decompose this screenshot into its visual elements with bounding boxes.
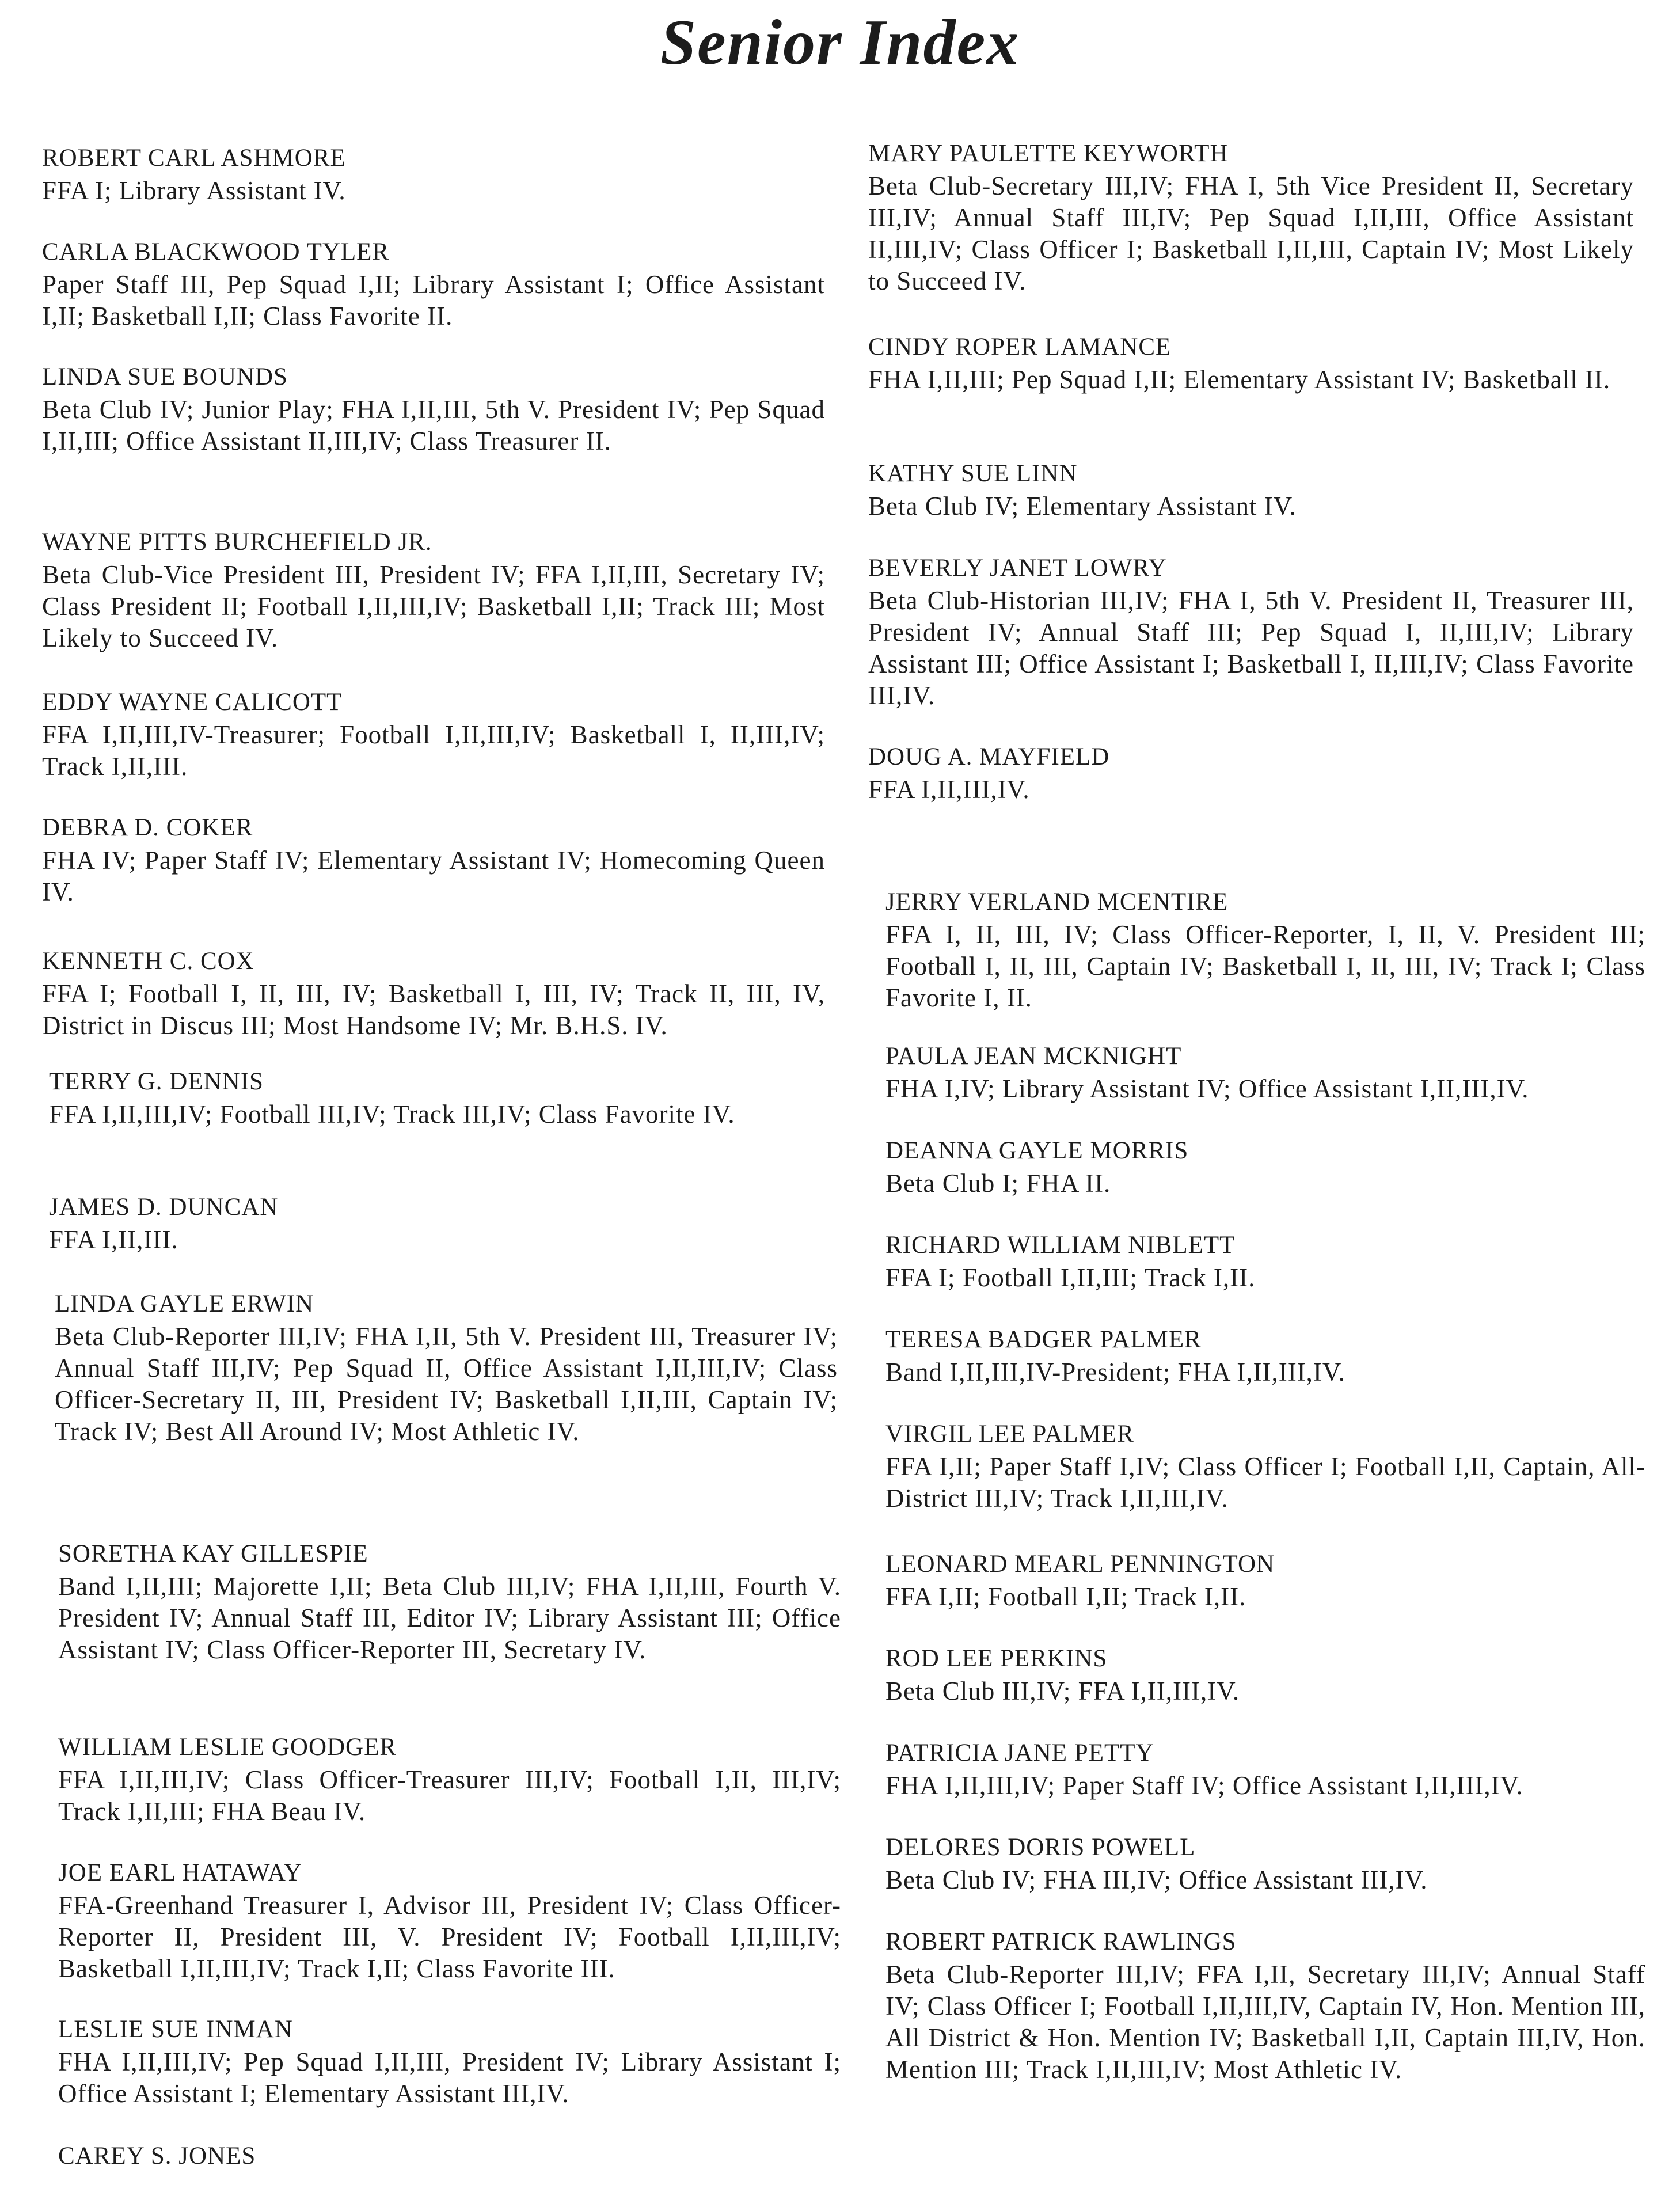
senior-entry xyxy=(49,1192,832,1256)
student-activities: Beta Club IV; Elementary Assistant IV. xyxy=(868,492,1297,521)
student-activities: FHA I,II,III; Pep Squad I,II; Elementary Assistant IV; Basketball II. xyxy=(868,365,1611,394)
student-name: DOUG A. MAYFIELD xyxy=(868,743,1110,770)
senior-entry xyxy=(58,1732,841,1828)
student-activities: FFA I,II,III,IV. xyxy=(868,775,1030,804)
student-activities: FFA I,II,III,IV-Treasurer; Football I,II,III,IV; Basketball I, II,III,IV; Track I,II,III. xyxy=(42,720,825,781)
student-name: KENNETH C. COX xyxy=(42,948,254,975)
student-name: WAYNE PITTS BURCHEFIELD JR. xyxy=(42,529,432,556)
student-name: EDDY WAYNE CALICOTT xyxy=(42,689,343,716)
student-activities: Band I,II,III; Majorette I,II; Beta Club III,IV; FHA I,II,III, Fourth V. President IV; Annual Staff III, Editor IV; Library Assistant III; Office Assistant IV; Class Officer-Reporter III, Secretary IV. xyxy=(58,1572,841,1664)
student-activities: Band I,II,III,IV-President; FHA I,II,III,IV. xyxy=(885,1358,1345,1386)
student-name: KATHY SUE LINN xyxy=(868,460,1078,487)
senior-entry xyxy=(868,138,1634,297)
student-activities: Beta Club I; FHA II. xyxy=(885,1169,1111,1198)
student-name: RICHARD WILLIAM NIBLETT xyxy=(885,1232,1236,1259)
senior-entry xyxy=(42,237,825,332)
student-activities: FHA I,II,III,IV; Pep Squad I,II,III, President IV; Library Assistant I; Office Assistant I; Elementary Assistant III,IV. xyxy=(58,2047,841,2108)
student-activities: FFA-Greenhand Treasurer I, Advisor III, President IV; Class Officer-Reporter II, President III, V. President IV; Football I,II,III,IV; Basketball I,II,III,IV; Track I,II; Class Favorite III. xyxy=(58,1891,841,1983)
senior-entry xyxy=(42,527,825,654)
senior-entry xyxy=(885,1419,1645,1514)
student-name: ROBERT CARL ASHMORE xyxy=(42,145,346,172)
student-name: MARY PAULETTE KEYWORTH xyxy=(868,140,1229,167)
student-activities: FFA I,II,III. xyxy=(49,1225,178,1254)
student-activities: FFA I,II,III,IV; Football III,IV; Track III,IV; Class Favorite IV. xyxy=(49,1100,735,1129)
student-name: DELORES DORIS POWELL xyxy=(885,1834,1196,1861)
senior-entry xyxy=(42,687,825,782)
student-activities: FFA I,II; Football I,II; Track I,II. xyxy=(885,1582,1246,1611)
senior-entry xyxy=(885,1832,1645,1896)
student-activities: FFA I,II; Paper Staff I,IV; Class Officer I; Football I,II, Captain, All-District III,IV; Track I,II,III,IV. xyxy=(885,1452,1645,1513)
student-activities: Beta Club IV; FHA III,IV; Office Assistant III,IV. xyxy=(885,1866,1428,1894)
senior-entry xyxy=(58,1857,841,1985)
student-activities: FHA I,IV; Library Assistant IV; Office Assistant I,II,III,IV. xyxy=(885,1074,1529,1103)
student-name: DEBRA D. COKER xyxy=(42,814,253,841)
student-name: BEVERLY JANET LOWRY xyxy=(868,554,1167,582)
senior-entry xyxy=(868,332,1634,396)
student-name: CARLA BLACKWOOD TYLER xyxy=(42,238,390,265)
student-name: VIRGIL LEE PALMER xyxy=(885,1420,1134,1448)
student-name: DEANNA GAYLE MORRIS xyxy=(885,1137,1189,1164)
student-name: ROD LEE PERKINS xyxy=(885,1645,1108,1672)
student-name: JERRY VERLAND MCENTIRE xyxy=(885,888,1229,915)
student-activities: FFA I; Football I,II,III; Track I,II. xyxy=(885,1263,1256,1292)
senior-entry xyxy=(885,887,1645,1014)
student-name: TERRY G. DENNIS xyxy=(49,1068,264,1095)
student-name: JOE EARL HATAWAY xyxy=(58,1859,302,1886)
senior-entry xyxy=(885,1230,1645,1294)
student-activities: FFA I; Football I, II, III, IV; Basketball I, III, IV; Track II, III, IV, District in Discus III; Most Handsome IV; Mr. B.H.S. IV. xyxy=(42,979,825,1040)
student-name: JAMES D. DUNCAN xyxy=(49,1194,279,1221)
senior-entry xyxy=(58,2014,841,2110)
student-name: PATRICIA JANE PETTY xyxy=(885,1739,1154,1766)
student-activities: Beta Club-Vice President III, President IV; FFA I,II,III, Secretary IV; Class President II; Football I,II,III,IV; Basketball I,II; Track III; Most Likely to Succeed IV. xyxy=(42,560,825,652)
student-activities: Paper Staff III, Pep Squad I,II; Library Assistant I; Office Assistant I,II; Basketball I,II; Class Favorite II. xyxy=(42,270,825,330)
student-name: PAULA JEAN MCKNIGHT xyxy=(885,1043,1182,1070)
student-activities: Beta Club IV; Junior Play; FHA I,II,III, 5th V. President IV; Pep Squad I,II,III; Office Assistant II,III,IV; Class Treasurer II. xyxy=(42,395,825,455)
senior-entry xyxy=(885,1324,1645,1388)
senior-entry xyxy=(42,143,825,207)
student-activities: FHA I,II,III,IV; Paper Staff IV; Office Assistant I,II,III,IV. xyxy=(885,1771,1523,1800)
senior-entry xyxy=(49,1066,832,1130)
student-activities: Beta Club III,IV; FFA I,II,III,IV. xyxy=(885,1677,1240,1705)
senior-entry xyxy=(58,2141,841,2172)
student-name: LINDA GAYLE ERWIN xyxy=(55,1290,314,1317)
senior-entry xyxy=(868,742,1634,806)
senior-entry xyxy=(55,1289,838,1448)
student-activities: FHA IV; Paper Staff IV; Elementary Assistant IV; Homecoming Queen IV. xyxy=(42,846,825,906)
senior-entry xyxy=(885,1927,1645,2085)
senior-entry xyxy=(42,812,825,908)
senior-entry xyxy=(885,1135,1645,1199)
student-activities: FFA I; Library Assistant IV. xyxy=(42,176,346,205)
student-name: LESLIE SUE INMAN xyxy=(58,2016,293,2043)
student-activities: FFA I, II, III, IV; Class Officer-Reporter, I, II, V. President III; Football I, II, III, Captain IV; Basketball I, II, III, IV; Track I; Class Favorite I, II. xyxy=(885,920,1645,1012)
page-title: Senior Index xyxy=(660,7,1020,78)
student-name: TERESA BADGER PALMER xyxy=(885,1326,1202,1353)
student-name: SORETHA KAY GILLESPIE xyxy=(58,1540,368,1567)
student-activities: Beta Club-Secretary III,IV; FHA I, 5th Vice President II, Secretary III,IV; Annual Staff III,IV; Pep Squad I,II,III, Office Assistant II,III,IV; Class Officer I; Basketball I,II,III, Captain IV; Most Likely to Succeed IV. xyxy=(868,172,1634,295)
student-activities: Beta Club-Reporter III,IV; FFA I,II, Secretary III,IV; Annual Staff IV; Class Officer I; Football I,II,III,IV, Captain IV, Hon. Mention III, All District & Hon. Mention IV; Basketball I,II, Captain III,IV, Hon. Mention III; Track I,II,III,IV; Most Athletic IV. xyxy=(885,1960,1645,2084)
student-name: LEONARD MEARL PENNINGTON xyxy=(885,1551,1275,1578)
senior-entry xyxy=(885,1041,1645,1105)
student-name: WILLIAM LESLIE GOODGER xyxy=(58,1734,397,1761)
student-name: CINDY ROPER LAMANCE xyxy=(868,333,1172,360)
student-name: LINDA SUE BOUNDS xyxy=(42,363,288,390)
student-activities: Beta Club-Historian III,IV; FHA I, 5th V. President II, Treasurer III, President IV; Annual Staff III; Pep Squad I, II,III,IV; Library Assistant III; Office Assistant I; Basketball I, II,III,IV; Class Favorite III,IV. xyxy=(868,586,1634,710)
student-activities: Beta Club-Reporter III,IV; FHA I,II, 5th V. President III, Treasurer IV; Annual Staff III,IV; Pep Squad II, Office Assistant I,II,III,IV; Class Officer-Secretary II, III, President IV; Basketball I,II,III, Captain IV; Track IV; Best All Around IV; Most Athletic IV. xyxy=(55,1322,838,1446)
student-activities: FFA I,II,III,IV; Class Officer-Treasurer III,IV; Football I,II, III,IV; Track I,II,III; FHA Beau IV. xyxy=(58,1765,841,1826)
senior-entry xyxy=(58,1538,841,1666)
senior-entry xyxy=(868,553,1634,712)
senior-entry xyxy=(885,1738,1645,1802)
senior-entry xyxy=(42,362,825,457)
senior-entry xyxy=(885,1549,1645,1613)
student-name: ROBERT PATRICK RAWLINGS xyxy=(885,1928,1237,1955)
senior-entry xyxy=(868,458,1634,522)
senior-entry xyxy=(42,946,825,1042)
senior-entry xyxy=(885,1643,1645,1707)
student-name: CAREY S. JONES xyxy=(58,2142,256,2170)
